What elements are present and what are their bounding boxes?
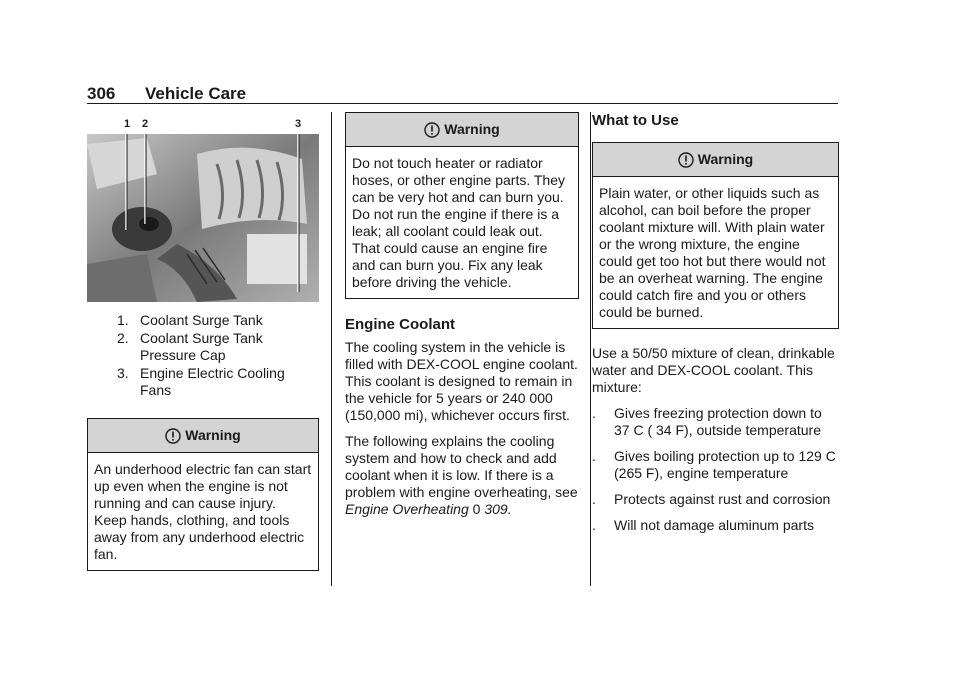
legend-item [87,365,319,399]
legend-text: Engine Electric Cooling Fans [140,365,285,398]
cross-reference-page[interactable]: 309. [484,501,512,517]
engine-figure [87,112,319,302]
warning-heading: Warning [185,427,241,443]
column-divider-right [590,112,591,586]
warning-header [346,113,578,147]
legend-item [87,330,319,364]
warning-heading: Warning [697,151,754,167]
header-rule [87,103,838,104]
list-item [592,405,839,439]
page-ref-icon: 0 [472,501,481,517]
warning-header [593,143,838,177]
warning-body: Plain water, or other liquids such as alcohol, can boil before the proper coolant mixture will. With plain water or the wrong mixture, the engine could get too hot but there would not be an overheat warning. The engine could catch fire and you or others could be burned. [599,185,826,320]
warning-icon [678,152,694,168]
callout-3-label: 3 [295,118,302,130]
bullet-icon: . [592,517,596,533]
list-item-text: Protects against rust and corrosion [614,491,831,507]
bullet-icon: . [592,405,596,421]
warning-body: An underhood electric fan can start up even when the engine is not running and can cause injury. Keep hands, clothing, and tools away from any underhood electric fan. [94,461,312,562]
legend-text: Coolant Surge Tank [140,312,263,328]
warning-box-fan [87,418,319,571]
list-item [592,517,839,534]
column-divider-left [331,112,332,586]
paragraph: The cooling system in the vehicle is filled with DEX-COOL engine coolant. This coolant is designed to remain in the vehicle for 5 years or 240 000 (150,000 mi), whichever occurs first. [345,339,578,423]
page-number: 306 [87,84,116,103]
warning-body: Do not touch heater or radiator hoses, or other engine parts. They can be very hot and can burn you. Do not run the engine if there is a leak; all coolant could leak out. That could cause an engine fire and can burn you. Fix any leak before driving the vehicle. [352,155,565,290]
bullet-icon: . [592,491,596,507]
legend-item [87,312,319,329]
engine-illustration [87,134,319,302]
legend-num: 3. [117,365,129,381]
callout-1-label: 1 [124,118,131,130]
bullet-icon: . [592,448,596,464]
warning-icon [165,428,181,444]
list-item [592,491,839,508]
column-middle [345,112,579,527]
warning-box-water [592,142,839,329]
list-item [592,448,839,482]
warning-heading: Warning [444,121,500,137]
page-title: Vehicle Care [145,84,247,103]
list-item-text: Gives freezing protection down to 37 C ( 34 F), outside temperature [614,405,822,438]
warning-box-hoses [345,112,579,299]
legend-num: 1. [117,312,129,328]
legend-num: 2. [117,330,129,346]
section-title-engine-coolant: Engine Coolant [345,316,455,333]
warning-icon [424,122,440,138]
paragraph [345,433,579,518]
list-item-text: Gives boiling protection up to 129 C (265 F), engine temperature [614,448,836,481]
warning-header [88,419,318,453]
list-item-text: Will not damage aluminum parts [614,517,814,533]
legend-text: Coolant Surge Tank Pressure Cap [140,330,263,363]
cross-reference-link[interactable]: Engine Overheating [345,501,469,517]
callout-2-label: 2 [142,118,149,130]
paragraph-text: The following explains the cooling system and how to check and add coolant when it is low. If there is a problem with engine overheating, see [345,433,578,500]
column-right [592,112,839,543]
bullet-list [592,405,839,534]
section-title-what-to-use: What to Use [592,112,679,129]
figure-legend [87,312,319,399]
paragraph: Use a 50/50 mixture of clean, drinkable water and DEX-COOL coolant. This mixture: [592,345,835,395]
column-left [87,112,319,571]
